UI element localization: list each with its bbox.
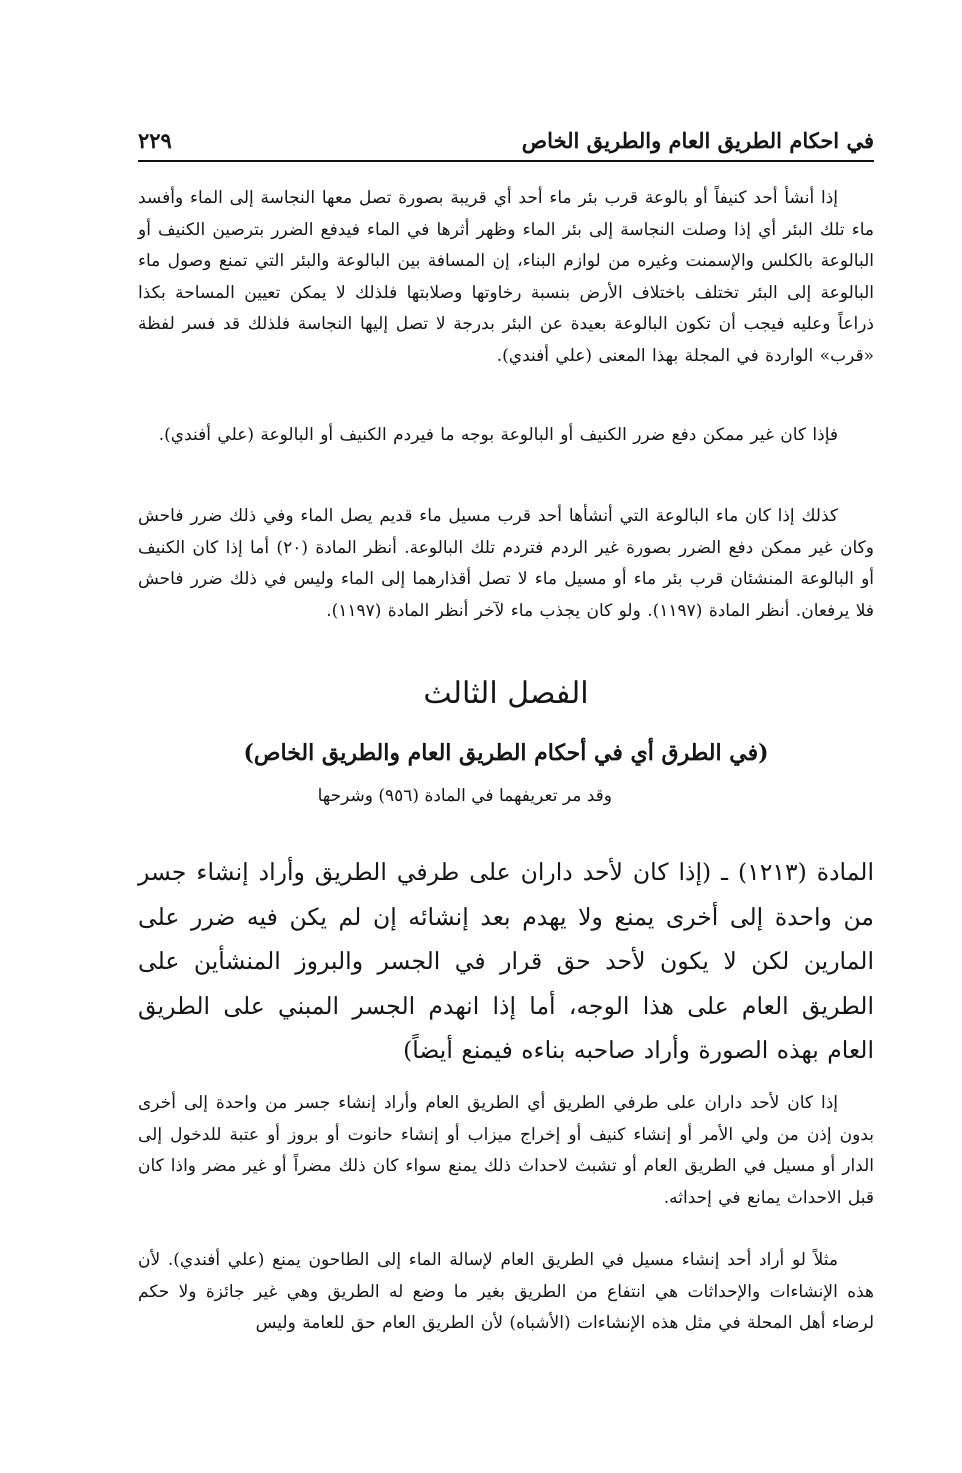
section-note: وقد مر تعريفهما في المادة (٩٥٦) وشرحها xyxy=(317,786,612,806)
commentary-paragraph: إذا كان لأحد داران على طرفي الطريق أي الطريق العام وأراد إنشاء جسر من واحدة إلى أخرى بدون إذن من ولي الأمر أو إنشاء كنيف أو إخراج ميزاب أو إنشاء حانوت أو بروز أو عتبة للدخول إلى الدار أو مسيل في الطريق العام أو تشبث لاحداث ذلك يمنع سواء كان ذلك مضراً أو غير مضر واذا كان قبل الاحداث يمانع في إحداثه. xyxy=(138,1093,874,1208)
paragraph-filling: فإذا كان غير ممكن دفع ضرر الكنيف أو البالوعة بوجه ما فيردم الكنيف أو البالوعة (علي أفندي). xyxy=(158,425,838,445)
header-rule xyxy=(138,160,874,162)
section-title: (في الطرق أي في أحكام الطريق العام والطريق الخاص) xyxy=(243,740,769,766)
page-header xyxy=(138,126,874,162)
chapter-title: الفصل الثالث xyxy=(423,676,589,711)
running-title: في احكام الطريق العام والطريق الخاص xyxy=(521,128,874,153)
paragraph-drain: كذلك إذا كان ماء البالوعة التي أنشأها أحد قرب مسيل ماء قديم يصل الماء وفي ذلك ضرر فاحش وكان غير ممكن دفع الضرر بصورة غير الردم فتردم تلك البالوعة. أنظر المادة (٢٠) أما إذا كان الكنيف أو البالوعة المنشئان قرب بئر ماء أو مسيل ماء لا تصل أقذارهما إلى الماء وليس في ذلك ضرر فاحش فلا يرفعان. أنظر المادة (١١٩٧). ولو كان يجذب ماء لآخر أنظر المادة (١١٩٧). xyxy=(138,506,874,621)
commentary-example: مثلاً لو أراد أحد إنشاء مسيل في الطريق العام لإسالة الماء إلى الطاحون يمنع (علي أفندي). لأن هذه الإنشاءات والإحداثات هي انتفاع من الطريق بغير ما وضع له الطريق وهي غير جائزة ولا حكم لرضاء أهل المحلة في مثل هذه الإنشاءات (الأشباه) لأن الطريق العام حق للعامة وليس xyxy=(138,1250,874,1333)
paragraph-cesspit: إذا أنشأ أحد كنيفاً أو بالوعة قرب بئر ماء أحد أي قريبة بصورة تصل معها النجاسة إلى الماء وأفسد ماء تلك البئر أي إذا وصلت النجاسة إلى بئر الماء وظهر أثرها في الماء فيدفع الضرر بترصين الكنيف أو البالوعة بالكلس والإسمنت وغيره من لوازم البناء، إن المسافة بين البالوعة والبئر التي تمنع وصول ماء البالوعة إلى البئر تختلف باختلاف الأرض بنسبة رخاوتها وصلابتها فلذلك لا يمكن تعيين المساحة بكذا ذراعاً وعليه فيجب أن تكون البالوعة بعيدة عن البئر بدرجة لا تصل إليها النجاسة فلذلك قد فسر لفظة «قرب» الواردة في المجلة بهذا المعنى (علي أفندي). xyxy=(138,188,874,366)
page-number: ٢٢٩ xyxy=(138,128,172,153)
article-1213: المادة (١٢١٣) ـ (إذا كان لأحد داران على طرفي الطريق وأراد إنشاء جسر من واحدة إلى أخرى يمنع ولا يهدم بعد إنشائه إن لم يكن فيه ضرر على المارين لكن لا يكون لأحد حق قرار في الجسر والبروز المنشأين على الطريق العام على هذا الوجه، أما إذا انهدم الجسر المبني على الطريق العام بهذه الصورة وأراد صاحبه بناءه فيمنع أيضاً) xyxy=(138,858,874,1064)
